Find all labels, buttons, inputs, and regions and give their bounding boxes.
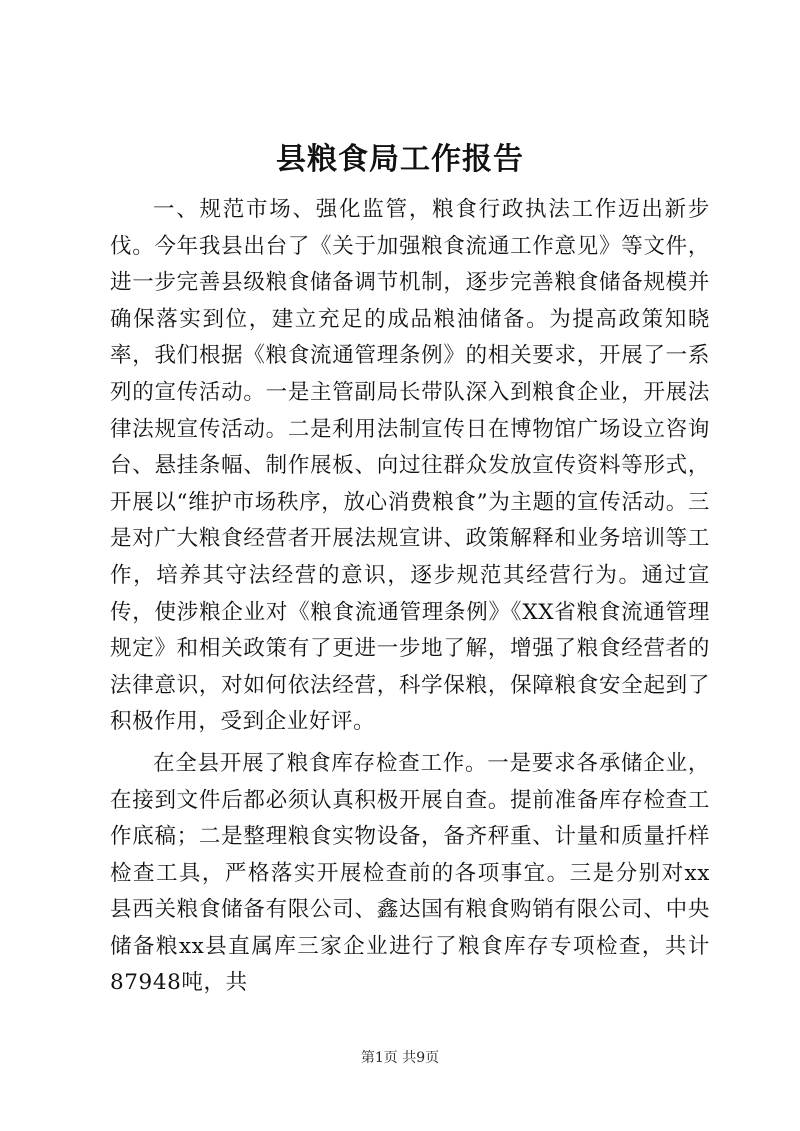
document-body — [110, 192, 710, 1002]
document-title: 县粮食局工作报告 — [276, 142, 524, 177]
paragraph-2: 在全县开展了粮食库存检查工作。一是要求各承储企业，在接到文件后都必须认真积极开展自查。提前准备库存检查工作底稿；二是整理粮食实物设备，备齐秤重、计量和质量扦样检查工具，严格落实开展检查前的各项事宜。三是分别对xx县西关粮食储备有限公司、鑫达国有粮食购销有限公司、中央储备粮xx县直属库三家企业进行了粮食库存专项检查，共计87948吨，共 — [110, 750, 710, 996]
page-footer: 第1页 共9页 — [360, 1050, 440, 1066]
paragraph-1: 一、规范市场、强化监管，粮食行政执法工作迈出新步伐。今年我县出台了《关于加强粮食流通工作意见》等文件，进一步完善县级粮食储备调节机制，逐步完善粮食储备规模并确保落实到位，建立充足的成品粮油储备。为提高政策知晓率，我们根据《粮食流通管理条例》的相关要求，开展了一系列的宣传活动。一是主管副局长带队深入到粮食企业，开展法律法规宣传活动。二是利用法制宣传日在博物馆广场设立咨询台、悬挂条幅、制作展板、向过往群众发放宣传资料等形式，开展以“维护市场秩序，放心消费粮食”为主题的宣传活动。三是对广大粮食经营者开展法规宣讲、政策解释和业务培训等工作，培养其守法经营的意识，逐步规范其经营行为。通过宣传，使涉粮企业对《粮食流通管理条例》《XX省粮食流通管理规定》和相关政策有了更进一步地了解，增强了粮食经营者的法律意识，对如何依法经营，科学保粮，保障粮食安全起到了积极作用，受到企业好评。 — [110, 197, 710, 735]
